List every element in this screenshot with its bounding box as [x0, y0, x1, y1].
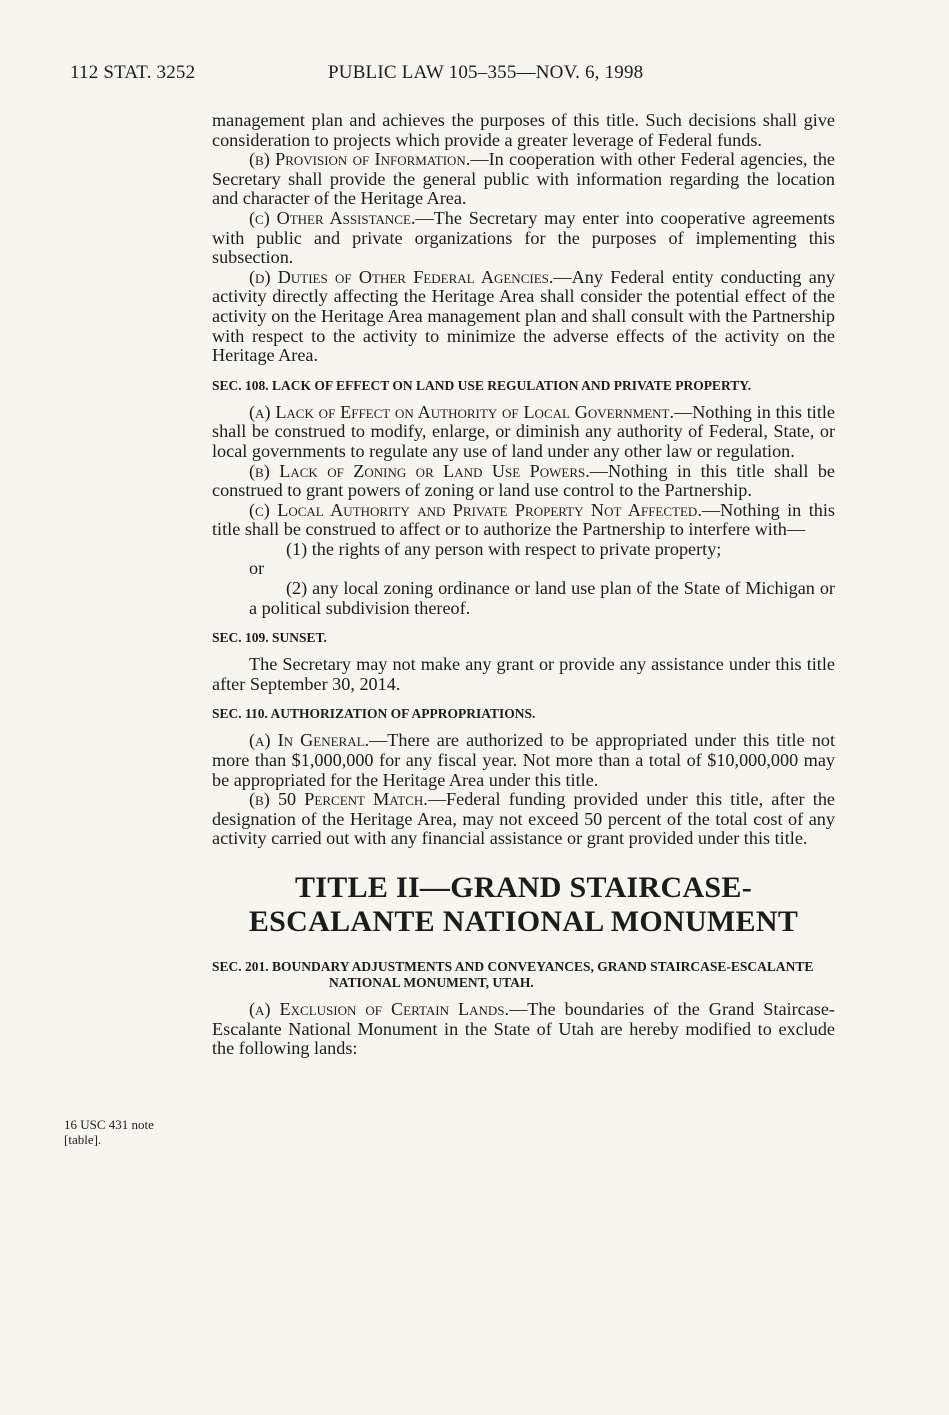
paragraph-heading: (a) Lack of Effect on Authority of Local Government.	[249, 401, 675, 422]
paragraph-heading: (b) 50 Percent Match.	[249, 789, 428, 810]
section-108-c	[212, 501, 835, 540]
paragraph-text: —The Secretary may enter into cooperative agreements with public and private organizations for the purposes of implementing this subsection.	[212, 207, 835, 268]
statute-page-number: 112 STAT. 3252	[70, 62, 196, 83]
public-law-citation: PUBLIC LAW 105–355—NOV. 6, 1998	[328, 62, 644, 83]
margin-note-table: [table].	[64, 1132, 102, 1147]
paragraph-text: —In cooperation with other Federal agencies, the Secretary shall provide the general public with information regarding the location and character of the Heritage Area.	[212, 149, 835, 209]
paragraph-text: —Nothing in this title shall be construed to grant powers of zoning or land use control to the Partnership.	[212, 460, 835, 501]
paragraph-heading: (c) Local Authority and Private Property Not Affected.	[249, 499, 702, 520]
paragraph-heading: (a) In General.	[249, 730, 370, 751]
title-ii-heading	[212, 871, 835, 939]
document-body	[212, 111, 835, 1059]
section-110-heading: SEC. 110. AUTHORIZATION OF APPROPRIATIONS.	[212, 706, 536, 722]
margin-note-citation: 16 USC 431 note	[64, 1117, 154, 1132]
title-line-2: ESCALANTE NATIONAL MONUMENT	[248, 905, 799, 938]
paragraph-c-other-assistance	[212, 209, 835, 268]
section-108-item-1: (1) the rights of any person with respect to private property;	[286, 538, 722, 559]
section-110-b	[212, 790, 835, 849]
section-108-a	[212, 403, 835, 462]
paragraph-d-duties-of-other-agencies	[212, 268, 835, 366]
section-110-a	[212, 731, 835, 790]
section-109-text: The Secretary may not make any grant or provide any assistance under this title after September 30, 2014.	[212, 654, 835, 694]
paragraph-text: —Any Federal entity conducting any activity directly affecting the Heritage Area shall consider the potential effect of the activity on the Heritage Area management plan and shall consult with the Partnership with respect to the activity to minimize the adverse effects of the activity on the Heritage Area.	[212, 266, 836, 366]
paragraph-heading: (d) Duties of Other Federal Agencies.	[249, 266, 554, 287]
section-108-b	[212, 462, 835, 501]
paragraph-heading: (a) Exclusion of Certain Lands.	[249, 999, 510, 1019]
section-201-heading: SEC. 201. BOUNDARY ADJUSTMENTS AND CONVEYANCES, GRAND STAIRCASE-ESCALANTE NATIONAL MONUMENT, UTAH.	[212, 959, 814, 990]
section-109-heading: SEC. 109. SUNSET.	[212, 630, 327, 646]
section-201-a	[212, 1000, 835, 1059]
paragraph-text: —Federal funding provided under this title, after the designation of the Heritage Area, may not exceed 50 percent of the total cost of any activity carried out with any financial assistance or grant provided under this title.	[212, 789, 835, 849]
paragraph-heading: (c) Other Assistance.	[249, 207, 416, 228]
paragraph-text: —Nothing in this title shall be construed to modify, enlarge, or diminish any authority of Federal, State, or local governments to regulate any use of land under any other law or regulation.	[212, 401, 835, 461]
section-108-or: or	[249, 558, 265, 579]
paragraph-b-provision-of-information	[212, 150, 835, 209]
paragraph-text: —There are authorized to be appropriated under this title not more than $1,000,000 for any fiscal year. Not more than a total of $10,000,000 may be appropriated for the Heritage Area under this title.	[212, 730, 835, 790]
paragraph-text: —Nothing in this title shall be construed to affect or to authorize the Partnership to interfere with—	[212, 499, 836, 540]
paragraph-heading: (b) Provision of Information.	[249, 149, 471, 170]
paragraph-text: —The boundaries of the Grand Staircase-Escalante National Monument in the State of Utah are hereby modified to exclude the following lands:	[212, 999, 835, 1059]
section-108-heading: SEC. 108. LACK OF EFFECT ON LAND USE REGULATION AND PRIVATE PROPERTY.	[212, 377, 752, 393]
paragraph-heading: (b) Lack of Zoning or Land Use Powers.	[249, 460, 590, 481]
section-108-item-2: (2) any local zoning ordinance or land use plan of the State of Michigan or a political subdivision thereof.	[249, 578, 835, 618]
paragraph-continuation: management plan and achieves the purposes of this title. Such decisions shall give consideration to projects which provide a greater leverage of Federal funds.	[212, 110, 835, 150]
title-line-1: TITLE II—GRAND STAIRCASE-	[294, 871, 753, 904]
margin-note	[64, 1117, 194, 1147]
